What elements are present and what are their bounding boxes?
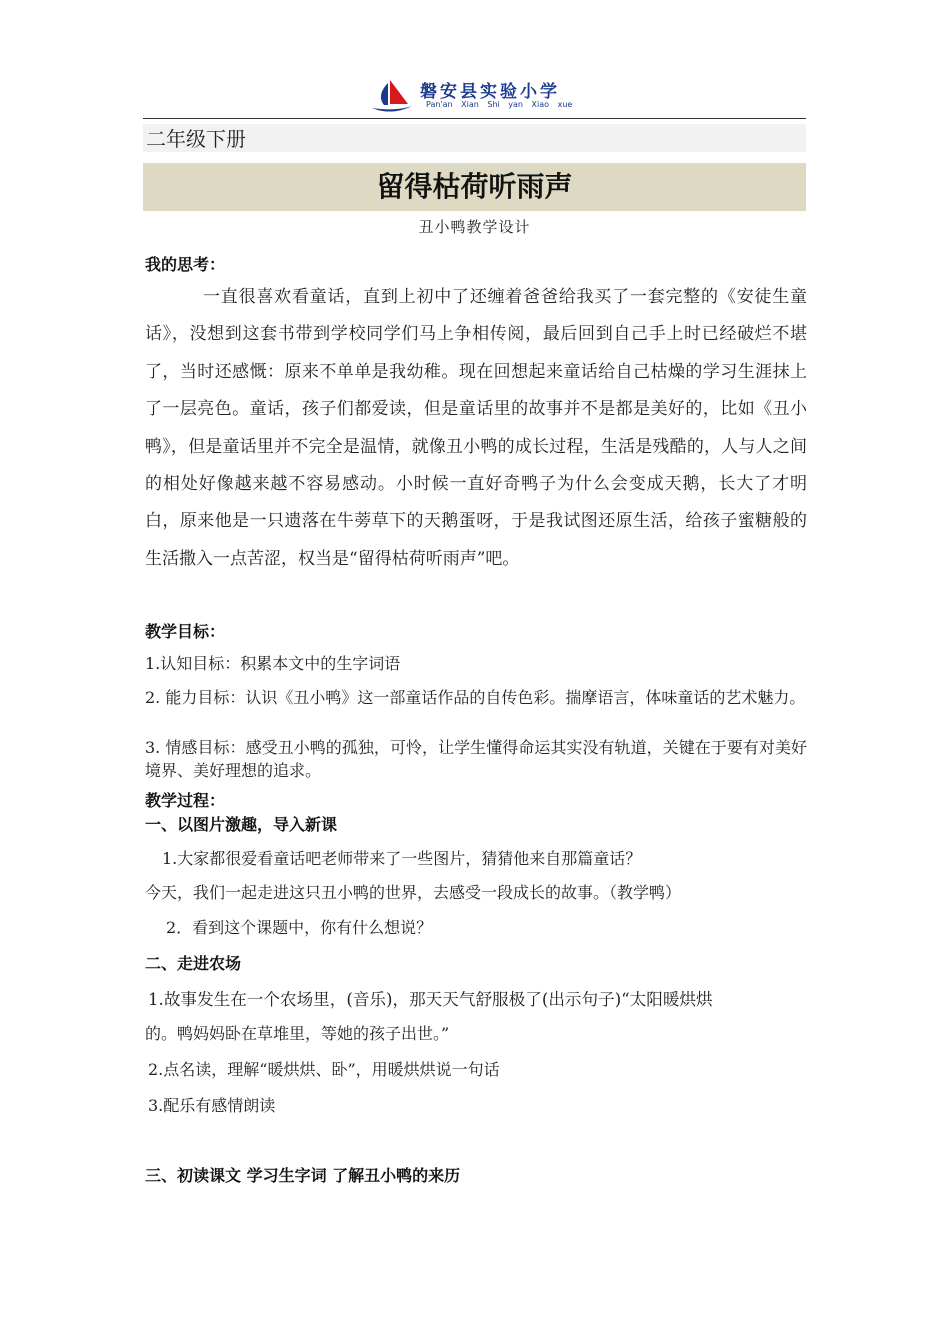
section2-line-2: 2.点名读，理解“暖烘烘、卧”，用暖烘烘说一句话 — [148, 1060, 500, 1079]
section1-line-3: 2．看到这个课题中，你有什么想说？ — [166, 918, 433, 937]
thinking-heading: 我的思考： — [145, 255, 226, 274]
thinking-paragraph: 一直很喜欢看童话，直到上初中了还缠着爸爸给我买了一套完整的《安徒生童话》，没想到这套书带到学校同学们马上争相传阅，最后回到自己手上时已经破烂不堪了，当时还感慨：原来不单单是我幼稚。现在回想起来童话给自己枯燥的学习生涯抹上了一层亮色。童话，孩子们都爱读，但是童话里的故事并不是都是美好的，比如《丑小鸭》，但是童话里并不完全是温情，就像丑小鸭的成长过程，生活是残酷的，人与人之间的相处好像越来越不容易感动。小时候一直好奇鸭子为什么会变成天鹅，长大了才明白，原来他是一只遗落在牛蒡草下的天鹅蛋呀，于是我试图还原生活，给孩子蜜糖般的生活撒入一点苦涩，权当是“留得枯荷听雨声”吧。 — [145, 287, 807, 569]
page-subtitle: 丑小鸭教学设计 — [418, 218, 531, 236]
school-logo — [370, 77, 590, 117]
section3-heading: 三、初读课文 学习生字词 了解丑小鸭的来历 — [145, 1166, 461, 1185]
section1-heading: 一、以图片激趣，导入新课 — [145, 815, 338, 834]
goal-item-2: 2. 能力目标：认识《丑小鸭》这一部童话作品的自传色彩。揣摩语言，体味童话的艺术魅力。 — [145, 688, 806, 707]
section1-line-2: 今天，我们一起走进这只丑小鸭的世界，去感受一段成长的故事。（教学鸭） — [145, 883, 682, 902]
section2-heading: 二、走进农场 — [145, 954, 242, 973]
header-divider — [143, 118, 806, 119]
grade-label: 二年级下册 — [146, 127, 246, 151]
sailboat-logo-icon — [370, 77, 414, 117]
section2-line-1b: 的。鸭妈妈卧在草堆里，等她的孩子出世。” — [145, 1024, 450, 1043]
goal-item-1: 1.认知目标：积累本文中的生字词语 — [145, 654, 401, 673]
section1-line-1: 1.大家都很爱看童话吧老师带来了一些图片，猜猜他来自那篇童话？ — [162, 849, 642, 868]
page-title: 留得枯荷听雨声 — [376, 170, 573, 203]
goals-heading: 教学目标： — [145, 622, 226, 641]
logo-pinyin-name: Pan'an Xian Shi yan Xiao xue — [426, 100, 573, 109]
section2-line-3: 3.配乐有感情朗读 — [148, 1096, 276, 1115]
process-heading: 教学过程： — [145, 791, 226, 810]
section2-line-1a: 1.故事发生在一个农场里，(音乐)，那天天气舒服极了(出示句子)“太阳暖烘烘 — [148, 990, 713, 1009]
goal-item-3: 3. 情感目标：感受丑小鸭的孤独，可怜，让学生懂得命运其实没有轨道，关键在于要有对美好境界、美好理想的追求。 — [145, 738, 807, 780]
logo-chinese-name: 磐安县实验小学 — [420, 82, 560, 102]
